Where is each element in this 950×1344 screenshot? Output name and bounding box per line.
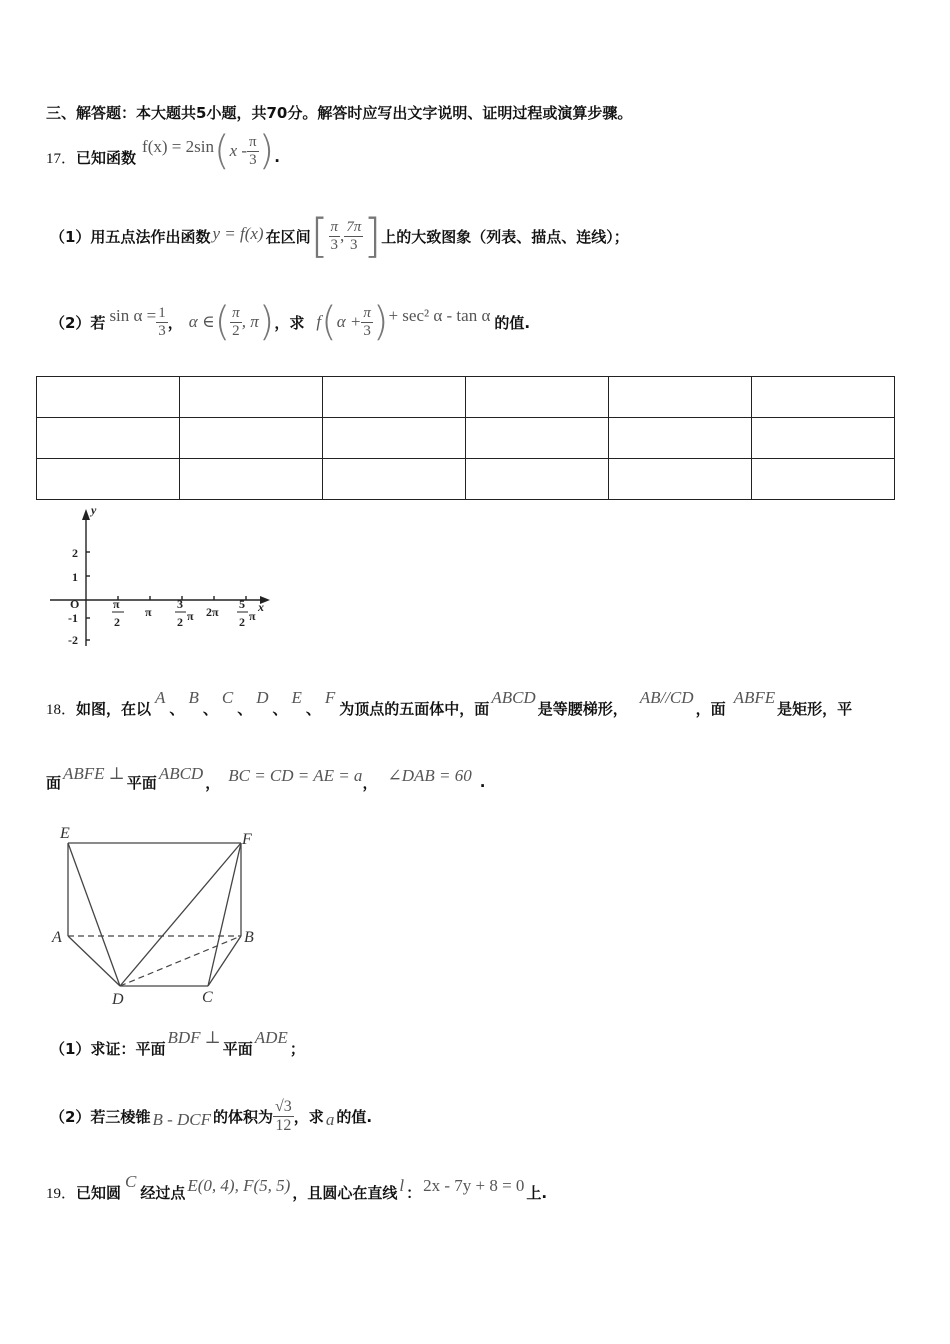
- q17-number: 17．: [46, 150, 77, 167]
- q17-expr-den: 3: [363, 322, 371, 339]
- q17-expr-tail: + sec² α - tan α: [388, 306, 491, 325]
- q18-sep: 、: [169, 699, 185, 718]
- vertex-label-c: C: [202, 989, 213, 1006]
- table-cell: [609, 459, 752, 500]
- table-cell: [323, 377, 466, 418]
- q18-parallel: AB//CD: [639, 688, 694, 707]
- q17-sin-den: 3: [158, 322, 166, 339]
- table-cell: [180, 418, 323, 459]
- y-tick-label: 1: [72, 570, 78, 584]
- table-cell: [180, 377, 323, 418]
- q19-circle-c: C: [125, 1172, 137, 1191]
- q17-alpha-in: α ∈: [188, 312, 215, 331]
- x-tick-label: π: [249, 609, 256, 623]
- q19-text: ，且圆心在直线: [292, 1183, 398, 1202]
- x-tick-label: 2: [114, 615, 120, 629]
- q17-expr-alpha: α +: [336, 312, 362, 331]
- q18-abcd: ABCD: [491, 688, 536, 707]
- x-tick-label: 3: [177, 597, 183, 611]
- q18-vertex: A: [155, 688, 166, 707]
- table-cell: [180, 459, 323, 500]
- edge-cb: [208, 936, 241, 986]
- q18-p2-mid: 的体积为: [213, 1107, 274, 1126]
- q19-number: 19．: [46, 1185, 77, 1202]
- q18-p1-bdf: BDF ⊥: [167, 1028, 221, 1047]
- q18-comma: ，: [205, 773, 221, 792]
- table-cell: [609, 418, 752, 459]
- q17-sin-num: 1: [158, 305, 166, 321]
- q18-p2-label: （2）若三棱锥: [50, 1107, 151, 1126]
- q17-part2-seek: ，求: [274, 313, 305, 332]
- x-tick-label: 2π: [206, 605, 219, 619]
- q18-sep: 、: [305, 699, 321, 718]
- q17-int2-end: , π: [241, 312, 259, 331]
- table-cell: [752, 377, 895, 418]
- q18-text: 是矩形，平: [777, 699, 853, 718]
- table-cell: [466, 418, 609, 459]
- q17-int-a-num: π: [330, 219, 339, 235]
- q18-statement-line1: [46, 688, 852, 728]
- q19-text: 上.: [526, 1183, 548, 1202]
- vertex-label-d: D: [112, 991, 124, 1008]
- y-axis-label: y: [91, 504, 97, 517]
- q19-statement: [46, 1172, 547, 1212]
- q18-comma: ，: [362, 773, 378, 792]
- q18-abcd2: ABCD: [158, 764, 204, 783]
- q17-expr-f: f: [316, 312, 322, 331]
- q19-line-eq: 2x - 7y + 8 = 0: [423, 1176, 525, 1195]
- q18-part1: [50, 1030, 305, 1066]
- table-cell: [37, 377, 180, 418]
- origin-label: O: [70, 597, 80, 611]
- table-cell: [752, 459, 895, 500]
- table-cell: [609, 377, 752, 418]
- axes-figure: [44, 504, 284, 654]
- q17-func-arg: x -: [229, 141, 248, 160]
- x-tick-label: π: [113, 597, 120, 611]
- q17-period: .: [274, 148, 280, 166]
- q18-vertex: C: [221, 688, 234, 707]
- table-cell: [37, 418, 180, 459]
- q19-line-l: l: [399, 1176, 405, 1195]
- q17-part1: （1）用五点法作出函数 y = f(x) 在区间 [ $\frac{\pi}{3}$ , $\frac{7\pi}{3}$ ] 上的大致图象（列表、描点、连线）；: [50, 209, 629, 263]
- q18-p1-mid: 平面: [222, 1039, 253, 1058]
- vertex-label-a: A: [52, 929, 62, 946]
- table-cell: [752, 418, 895, 459]
- q17-expr-num: π: [363, 305, 371, 321]
- q17-part1-func: y = f(x): [212, 224, 264, 243]
- y-tick-label: -1: [68, 611, 78, 625]
- table-cell: [323, 459, 466, 500]
- q18-p1-ade: ADE: [254, 1028, 288, 1047]
- y-arrow-icon: [82, 509, 90, 520]
- q18-dot: .: [479, 773, 486, 791]
- q17-int-b-den: 3: [350, 236, 358, 253]
- q18-p2-end: 的值.: [336, 1107, 373, 1126]
- q18-p2-num: √3: [275, 1097, 292, 1115]
- q18-text: 如图，在以: [76, 699, 152, 718]
- q19-colon: ：: [406, 1183, 422, 1202]
- edge-ad: [68, 936, 120, 986]
- x-tick-label: π: [145, 605, 152, 619]
- q18-p2-den: 12: [275, 1116, 292, 1134]
- q18-vertex: D: [256, 688, 269, 707]
- x-tick-label: 2: [239, 615, 245, 629]
- q18-vertex: B: [188, 688, 199, 707]
- q18-sep: 、: [202, 699, 218, 718]
- table-cell: [323, 418, 466, 459]
- q17-part1-mid: 在区间: [265, 227, 311, 246]
- q18-sep: 、: [272, 699, 288, 718]
- q18-p2-a: a: [325, 1110, 335, 1129]
- table-row: [37, 377, 895, 418]
- y-tick-label: -2: [68, 633, 78, 647]
- q17-part1-label: （1）用五点法作出函数: [50, 227, 211, 246]
- q19-text: 经过点: [140, 1183, 186, 1202]
- q17-part2-comma: ，: [167, 313, 183, 332]
- q17-intro: 已知函数: [76, 148, 137, 167]
- section-header: 三、解答题：本大题共5小题，共70分。解答时应写出文字说明、证明过程或演算步骤。: [46, 104, 633, 122]
- q17-part2-sin: sin α =: [109, 306, 157, 325]
- polyhedron-figure: [48, 822, 268, 1012]
- q17-int2-den: 2: [232, 322, 240, 339]
- y-tick-label: 2: [72, 546, 78, 560]
- q17-func-num: π: [249, 134, 257, 150]
- table-cell: [466, 459, 609, 500]
- vertex-label-b: B: [244, 929, 254, 946]
- vertex-label-e: E: [60, 825, 70, 842]
- q19-points: E(0, 4), F(5, 5): [187, 1176, 291, 1195]
- q17-int2-num: π: [232, 305, 240, 321]
- table-cell: [466, 377, 609, 418]
- x-tick-label: 5: [239, 597, 245, 611]
- q18-p2-pyramid: B - DCF: [152, 1110, 211, 1129]
- q17-part2-end: 的值.: [494, 313, 531, 332]
- q18-p1-end: ；: [289, 1039, 305, 1058]
- x-tick-label: π: [187, 609, 194, 623]
- q19-text: 已知圆: [76, 1183, 122, 1202]
- q18-vertex: E: [291, 688, 302, 707]
- q18-equalities: BC = CD = AE = a: [228, 766, 363, 785]
- q17-func-lhs: f(x) = 2sin: [142, 137, 214, 156]
- x-tick-label: 2: [177, 615, 183, 629]
- q18-abfe-perp: ABFE ⊥: [63, 764, 125, 783]
- q17-part1-tail: 上的大致图象（列表、描点、连线）；: [381, 227, 629, 246]
- q17-int-b-num: 7π: [346, 219, 362, 235]
- table-row: [37, 459, 895, 500]
- q18-vertex: F: [324, 688, 336, 707]
- q18-text: 是等腰梯形，: [537, 699, 628, 718]
- q18-abfe: ABFE: [733, 688, 776, 707]
- table-cell: [37, 459, 180, 500]
- q17-statement: 17． 已知函数 f(x) = 2sin ( x - $\frac{\pi}{3}$ ) .: [46, 128, 280, 174]
- q18-text: 为顶点的五面体中，面: [339, 699, 490, 718]
- q18-p1-label: （1）求证：平面: [50, 1039, 166, 1058]
- q17-part2-label: （2）若: [50, 313, 106, 332]
- edge-ed: [68, 843, 120, 986]
- edge-db-hidden: [120, 936, 241, 986]
- q17-part2: （2）若 sin α = $\frac{1}{3}$ ， α ∈ ( $\frac{\pi}{2}$ , π ) ，求 f ( α + $\frac{\pi}{3}$ ) + sec² α - tan α 的值.: [50, 299, 531, 345]
- q18-angle: ∠DAB = 60: [387, 766, 472, 785]
- q17-int-a-den: 3: [330, 236, 339, 253]
- x-axis-label: x: [258, 600, 264, 614]
- q18-sep: 、: [237, 699, 253, 718]
- q18-text: 平面: [126, 773, 157, 792]
- vertex-label-f: F: [242, 831, 252, 848]
- q18-part2: [50, 1090, 372, 1142]
- q18-statement-line2: [46, 764, 485, 800]
- q18-text: 面: [46, 773, 62, 792]
- q17-func-den: 3: [249, 151, 257, 168]
- q18-text: ，面: [695, 699, 726, 718]
- edge-fc: [208, 843, 241, 986]
- table-row: [37, 418, 895, 459]
- q18-number: 18．: [46, 701, 77, 718]
- q18-p2-seek: ，求: [293, 1107, 324, 1126]
- value-table: [36, 376, 895, 500]
